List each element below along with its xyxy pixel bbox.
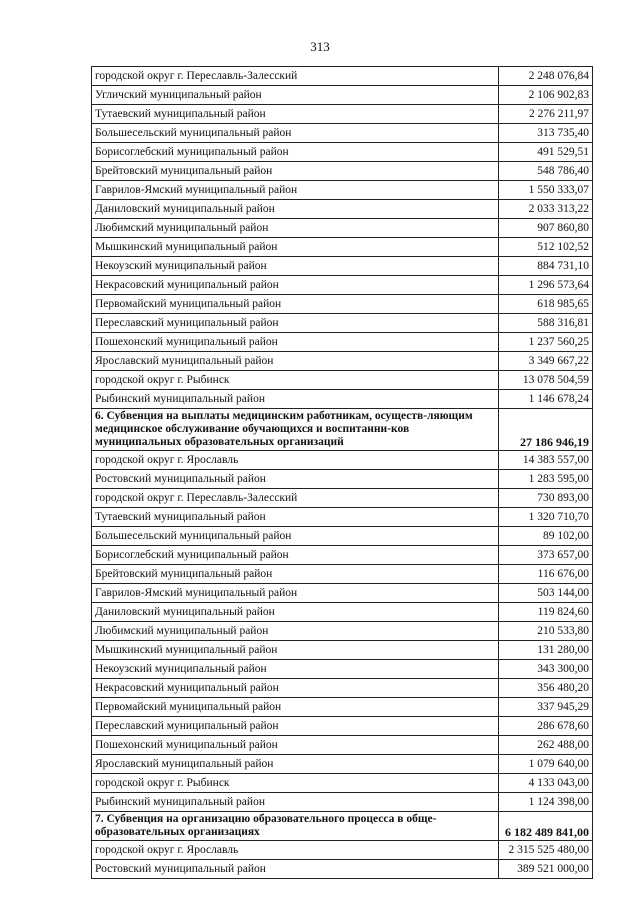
amount-value: 14 383 557,00 bbox=[499, 451, 593, 470]
table-row bbox=[92, 276, 593, 295]
table-row bbox=[92, 390, 593, 409]
district-name: Большесельский муниципальный район bbox=[92, 124, 499, 143]
amount-value: 356 480,20 bbox=[499, 679, 593, 698]
table-row bbox=[92, 860, 593, 879]
district-name: Ярославский муниципальный район bbox=[92, 755, 499, 774]
amount-value: 1 296 573,64 bbox=[499, 276, 593, 295]
amount-value: 373 657,00 bbox=[499, 546, 593, 565]
table-row bbox=[92, 371, 593, 390]
district-name: Даниловский муниципальный район bbox=[92, 603, 499, 622]
amount-value: 503 144,00 bbox=[499, 584, 593, 603]
table-row bbox=[92, 295, 593, 314]
amount-value: 286 678,60 bbox=[499, 717, 593, 736]
amount-value: 13 078 504,59 bbox=[499, 371, 593, 390]
amount-value: 343 300,00 bbox=[499, 660, 593, 679]
amount-value: 548 786,40 bbox=[499, 162, 593, 181]
district-name: Первомайский муниципальный район bbox=[92, 295, 499, 314]
amount-value: 337 945,29 bbox=[499, 698, 593, 717]
district-name: Пошехонский муниципальный район bbox=[92, 736, 499, 755]
amount-value: 1 146 678,24 bbox=[499, 390, 593, 409]
district-name: Переславский муниципальный район bbox=[92, 717, 499, 736]
amount-value: 1 320 710,70 bbox=[499, 508, 593, 527]
amount-value: 588 316,81 bbox=[499, 314, 593, 333]
table-row bbox=[92, 257, 593, 276]
table-row bbox=[92, 679, 593, 698]
table-row bbox=[92, 660, 593, 679]
district-name: Некоузский муниципальный район bbox=[92, 660, 499, 679]
district-name: городской округ г. Рыбинск bbox=[92, 774, 499, 793]
amount-value: 512 102,52 bbox=[499, 238, 593, 257]
amount-value: 313 735,40 bbox=[499, 124, 593, 143]
district-name: городской округ г. Переславль-Залесский bbox=[92, 489, 499, 508]
section-title: 7. Субвенция на организацию образовательного процесса в обще-образовательных организациях bbox=[92, 812, 499, 841]
amount-value: 2 106 902,83 bbox=[499, 86, 593, 105]
amount-value: 618 985,65 bbox=[499, 295, 593, 314]
amount-value: 2 315 525 480,00 bbox=[499, 841, 593, 860]
table-row bbox=[92, 143, 593, 162]
table-row bbox=[92, 584, 593, 603]
table-row bbox=[92, 774, 593, 793]
table-row bbox=[92, 200, 593, 219]
district-name: Большесельский муниципальный район bbox=[92, 527, 499, 546]
table-row bbox=[92, 603, 593, 622]
district-name: Некрасовский муниципальный район bbox=[92, 679, 499, 698]
amount-value: 1 550 333,07 bbox=[499, 181, 593, 200]
table-row bbox=[92, 124, 593, 143]
amount-value: 2 033 313,22 bbox=[499, 200, 593, 219]
district-name: Брейтовский муниципальный район bbox=[92, 162, 499, 181]
amount-value: 491 529,51 bbox=[499, 143, 593, 162]
table-row bbox=[92, 181, 593, 200]
table-row bbox=[92, 86, 593, 105]
district-name: Даниловский муниципальный район bbox=[92, 200, 499, 219]
amount-value: 210 533,80 bbox=[499, 622, 593, 641]
district-name: Борисоглебский муниципальный район bbox=[92, 546, 499, 565]
amount-value: 1 124 398,00 bbox=[499, 793, 593, 812]
district-name: Переславский муниципальный район bbox=[92, 314, 499, 333]
amount-value: 2 248 076,84 bbox=[499, 67, 593, 86]
district-name: городской округ г. Переславль-Залесский bbox=[92, 67, 499, 86]
district-name: Некоузский муниципальный район bbox=[92, 257, 499, 276]
district-name: Рыбинский муниципальный район bbox=[92, 793, 499, 812]
amount-value: 2 276 211,97 bbox=[499, 105, 593, 124]
amount-value: 1 079 640,00 bbox=[499, 755, 593, 774]
table-row bbox=[92, 470, 593, 489]
district-name: Тутаевский муниципальный район bbox=[92, 105, 499, 124]
table-row bbox=[92, 451, 593, 470]
district-name: Любимский муниципальный район bbox=[92, 622, 499, 641]
district-name: Мышкинский муниципальный район bbox=[92, 641, 499, 660]
table-row bbox=[92, 508, 593, 527]
table-row bbox=[92, 105, 593, 124]
table-row bbox=[92, 841, 593, 860]
table-row bbox=[92, 219, 593, 238]
table-row bbox=[92, 162, 593, 181]
section-title: 6. Субвенция на выплаты медицинским работникам, осуществ-ляющим медицинское обслуживание обучающихся и воспитанни-ков муниципальных образовательных организаций bbox=[92, 409, 499, 451]
amount-value: 730 893,00 bbox=[499, 489, 593, 508]
table-row bbox=[92, 546, 593, 565]
district-name: Некрасовский муниципальный район bbox=[92, 276, 499, 295]
table-row bbox=[92, 565, 593, 584]
district-name: Ярославский муниципальный район bbox=[92, 352, 499, 371]
amount-value: 131 280,00 bbox=[499, 641, 593, 660]
amount-value: 907 860,80 bbox=[499, 219, 593, 238]
table-row bbox=[92, 333, 593, 352]
amount-value: 884 731,10 bbox=[499, 257, 593, 276]
district-name: Брейтовский муниципальный район bbox=[92, 565, 499, 584]
amount-value: 1 237 560,25 bbox=[499, 333, 593, 352]
table-row bbox=[92, 736, 593, 755]
page-number: 313 bbox=[310, 39, 330, 54]
table-body bbox=[92, 67, 593, 879]
amount-value: 4 133 043,00 bbox=[499, 774, 593, 793]
district-name: городской округ г. Ярославль bbox=[92, 451, 499, 470]
table-row bbox=[92, 641, 593, 660]
district-name: Первомайский муниципальный район bbox=[92, 698, 499, 717]
district-name: Угличский муниципальный район bbox=[92, 86, 499, 105]
table-row bbox=[92, 755, 593, 774]
district-name: Гаврилов-Ямский муниципальный район bbox=[92, 584, 499, 603]
section-total: 6 182 489 841,00 bbox=[499, 812, 593, 841]
section-row bbox=[92, 812, 593, 841]
table-row bbox=[92, 67, 593, 86]
district-name: Мышкинский муниципальный район bbox=[92, 238, 499, 257]
table-row bbox=[92, 622, 593, 641]
district-name: городской округ г. Рыбинск bbox=[92, 371, 499, 390]
table-row bbox=[92, 717, 593, 736]
table-row bbox=[92, 352, 593, 371]
amount-value: 262 488,00 bbox=[499, 736, 593, 755]
district-name: Ростовский муниципальный район bbox=[92, 860, 499, 879]
table-row bbox=[92, 698, 593, 717]
section-row bbox=[92, 409, 593, 451]
district-name: Рыбинский муниципальный район bbox=[92, 390, 499, 409]
table-row bbox=[92, 527, 593, 546]
district-name: Тутаевский муниципальный район bbox=[92, 508, 499, 527]
amount-value: 89 102,00 bbox=[499, 527, 593, 546]
district-name: Борисоглебский муниципальный район bbox=[92, 143, 499, 162]
district-name: Пошехонский муниципальный район bbox=[92, 333, 499, 352]
district-name: Гаврилов-Ямский муниципальный район bbox=[92, 181, 499, 200]
amount-value: 389 521 000,00 bbox=[499, 860, 593, 879]
table-row bbox=[92, 793, 593, 812]
table-row bbox=[92, 314, 593, 333]
table-row bbox=[92, 238, 593, 257]
amount-value: 116 676,00 bbox=[499, 565, 593, 584]
table-row bbox=[92, 489, 593, 508]
amount-value: 3 349 667,22 bbox=[499, 352, 593, 371]
section-total: 27 186 946,19 bbox=[499, 409, 593, 451]
district-name: городской округ г. Ярославль bbox=[92, 841, 499, 860]
amount-value: 119 824,60 bbox=[499, 603, 593, 622]
amount-value: 1 283 595,00 bbox=[499, 470, 593, 489]
budget-table bbox=[91, 66, 593, 879]
district-name: Ростовский муниципальный район bbox=[92, 470, 499, 489]
district-name: Любимский муниципальный район bbox=[92, 219, 499, 238]
